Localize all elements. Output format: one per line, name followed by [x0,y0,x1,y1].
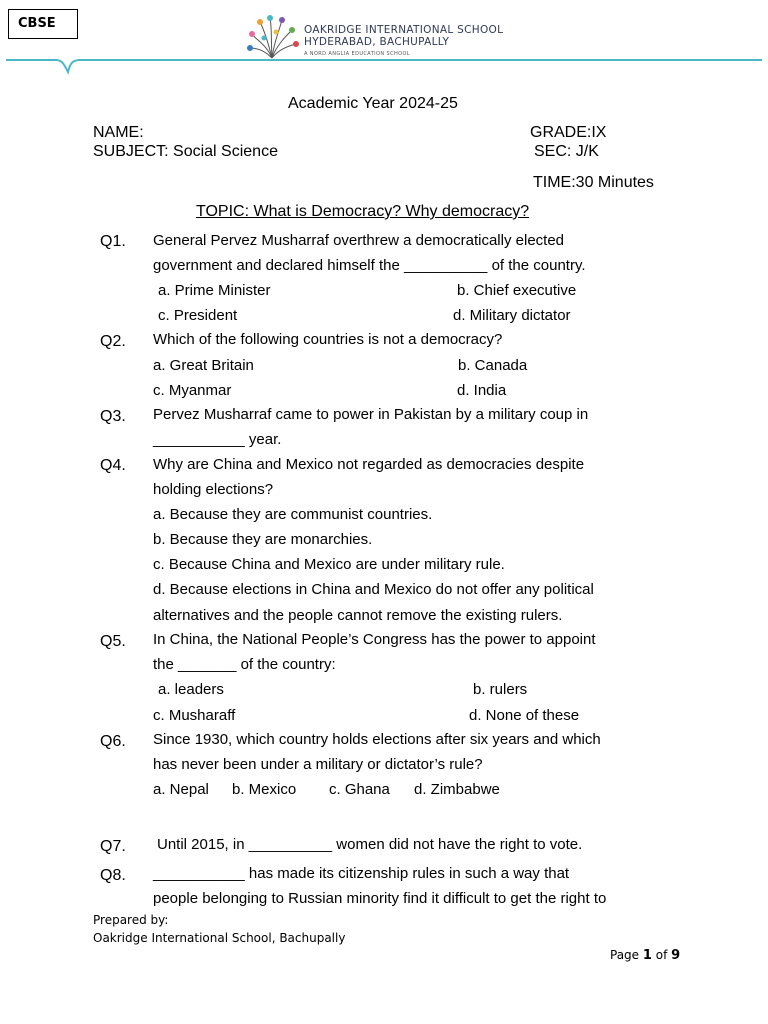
q1-option-c: c. President [158,307,238,324]
page-current: 1 [642,948,652,963]
q7-text-line1: Until 2015, in __________ women did not have the right to vote. [157,836,583,853]
page-of: of [655,948,668,962]
q5-option-d: d. None of these [469,707,580,724]
q8-text-line1: ___________ has made its citizenship rules in such a way that [153,865,570,882]
q6-number: Q6. [100,733,126,750]
q4-option-c: c. Because China and Mexico are under military rule. [153,556,505,573]
q1-option-b: b. Chief executive [457,282,577,299]
q1-text-line2: government and declared himself the __________ of the country. [153,257,586,274]
topic-heading: TOPIC: What is Democracy? Why democracy? [196,203,530,220]
time-label: TIME:30 Minutes [533,174,654,191]
q2-text-line1: Which of the following countries is not a democracy? [153,331,503,348]
name-label: NAME: [93,124,144,141]
q5-option-b: b. rulers [473,681,528,698]
q4-option-d-line1: d. Because elections in China and Mexico do not offer any political [153,581,594,598]
q2-option-d: d. India [457,382,507,399]
q8-text-line2: people belonging to Russian minority find it difficult to get the right to [153,890,607,907]
q5-option-c: c. Musharaff [153,707,236,724]
q2-option-c: c. Myanmar [153,382,232,399]
q5-option-a: a. leaders [158,681,224,698]
school-name: OAKRIDGE INTERNATIONAL SCHOOL [304,24,504,36]
q5-text-line1: In China, the National People’s Congress has the power to appoint [153,631,596,648]
q4-number: Q4. [100,457,126,474]
page-total: 9 [671,948,681,963]
q1-number: Q1. [100,233,126,250]
q6-option-c: c. Ghana [329,781,390,798]
header-divider [0,54,768,78]
q3-text-line2: ___________ year. [153,431,282,448]
q4-option-b: b. Because they are monarchies. [153,531,373,548]
subject-label: SUBJECT: Social Science [93,143,278,160]
page-indicator [610,948,680,963]
cbse-badge: CBSE [8,9,78,39]
prepared-by-label: Prepared by: [93,913,169,927]
school-location: HYDERABAD, BACHUPALLY [304,36,450,48]
q3-number: Q3. [100,408,126,425]
page-word: Page [610,948,640,962]
grade-label: GRADE:IX [530,124,607,141]
q6-text-line2: has never been under a military or dictator’s rule? [153,756,483,773]
q4-text-line2: holding elections? [153,481,274,498]
q6-option-b: b. Mexico [232,781,297,798]
q1-option-a: a. Prime Minister [158,282,271,299]
q6-option-d: d. Zimbabwe [414,781,500,798]
q1-option-d: d. Military dictator [453,307,571,324]
academic-year: Academic Year 2024-25 [288,95,458,112]
q6-option-a: a. Nepal [153,781,209,798]
q1-text-line1: General Pervez Musharraf overthrew a democratically elected [153,232,565,249]
prepared-by-school: Oakridge International School, Bachupally [93,931,346,945]
school-tagline: A NORD ANGLIA EDUCATION SCHOOL [304,51,410,57]
q5-text-line2: the _______ of the country: [153,656,336,673]
q4-text-line1: Why are China and Mexico not regarded as democracies despite [153,456,585,473]
q4-option-d-line2: alternatives and the people cannot remove the existing rulers. [153,607,563,624]
q2-option-b: b. Canada [458,357,528,374]
q4-option-a: a. Because they are communist countries. [153,506,433,523]
q5-number: Q5. [100,633,126,650]
section-label: SEC: J/K [534,143,599,160]
q2-number: Q2. [100,333,126,350]
q6-text-line1: Since 1930, which country holds elections after six years and which [153,731,601,748]
q3-text-line1: Pervez Musharraf came to power in Pakistan by a military coup in [153,406,589,423]
q7-number: Q7. [100,838,126,855]
q8-number: Q8. [100,867,126,884]
q2-option-a: a. Great Britain [153,357,254,374]
